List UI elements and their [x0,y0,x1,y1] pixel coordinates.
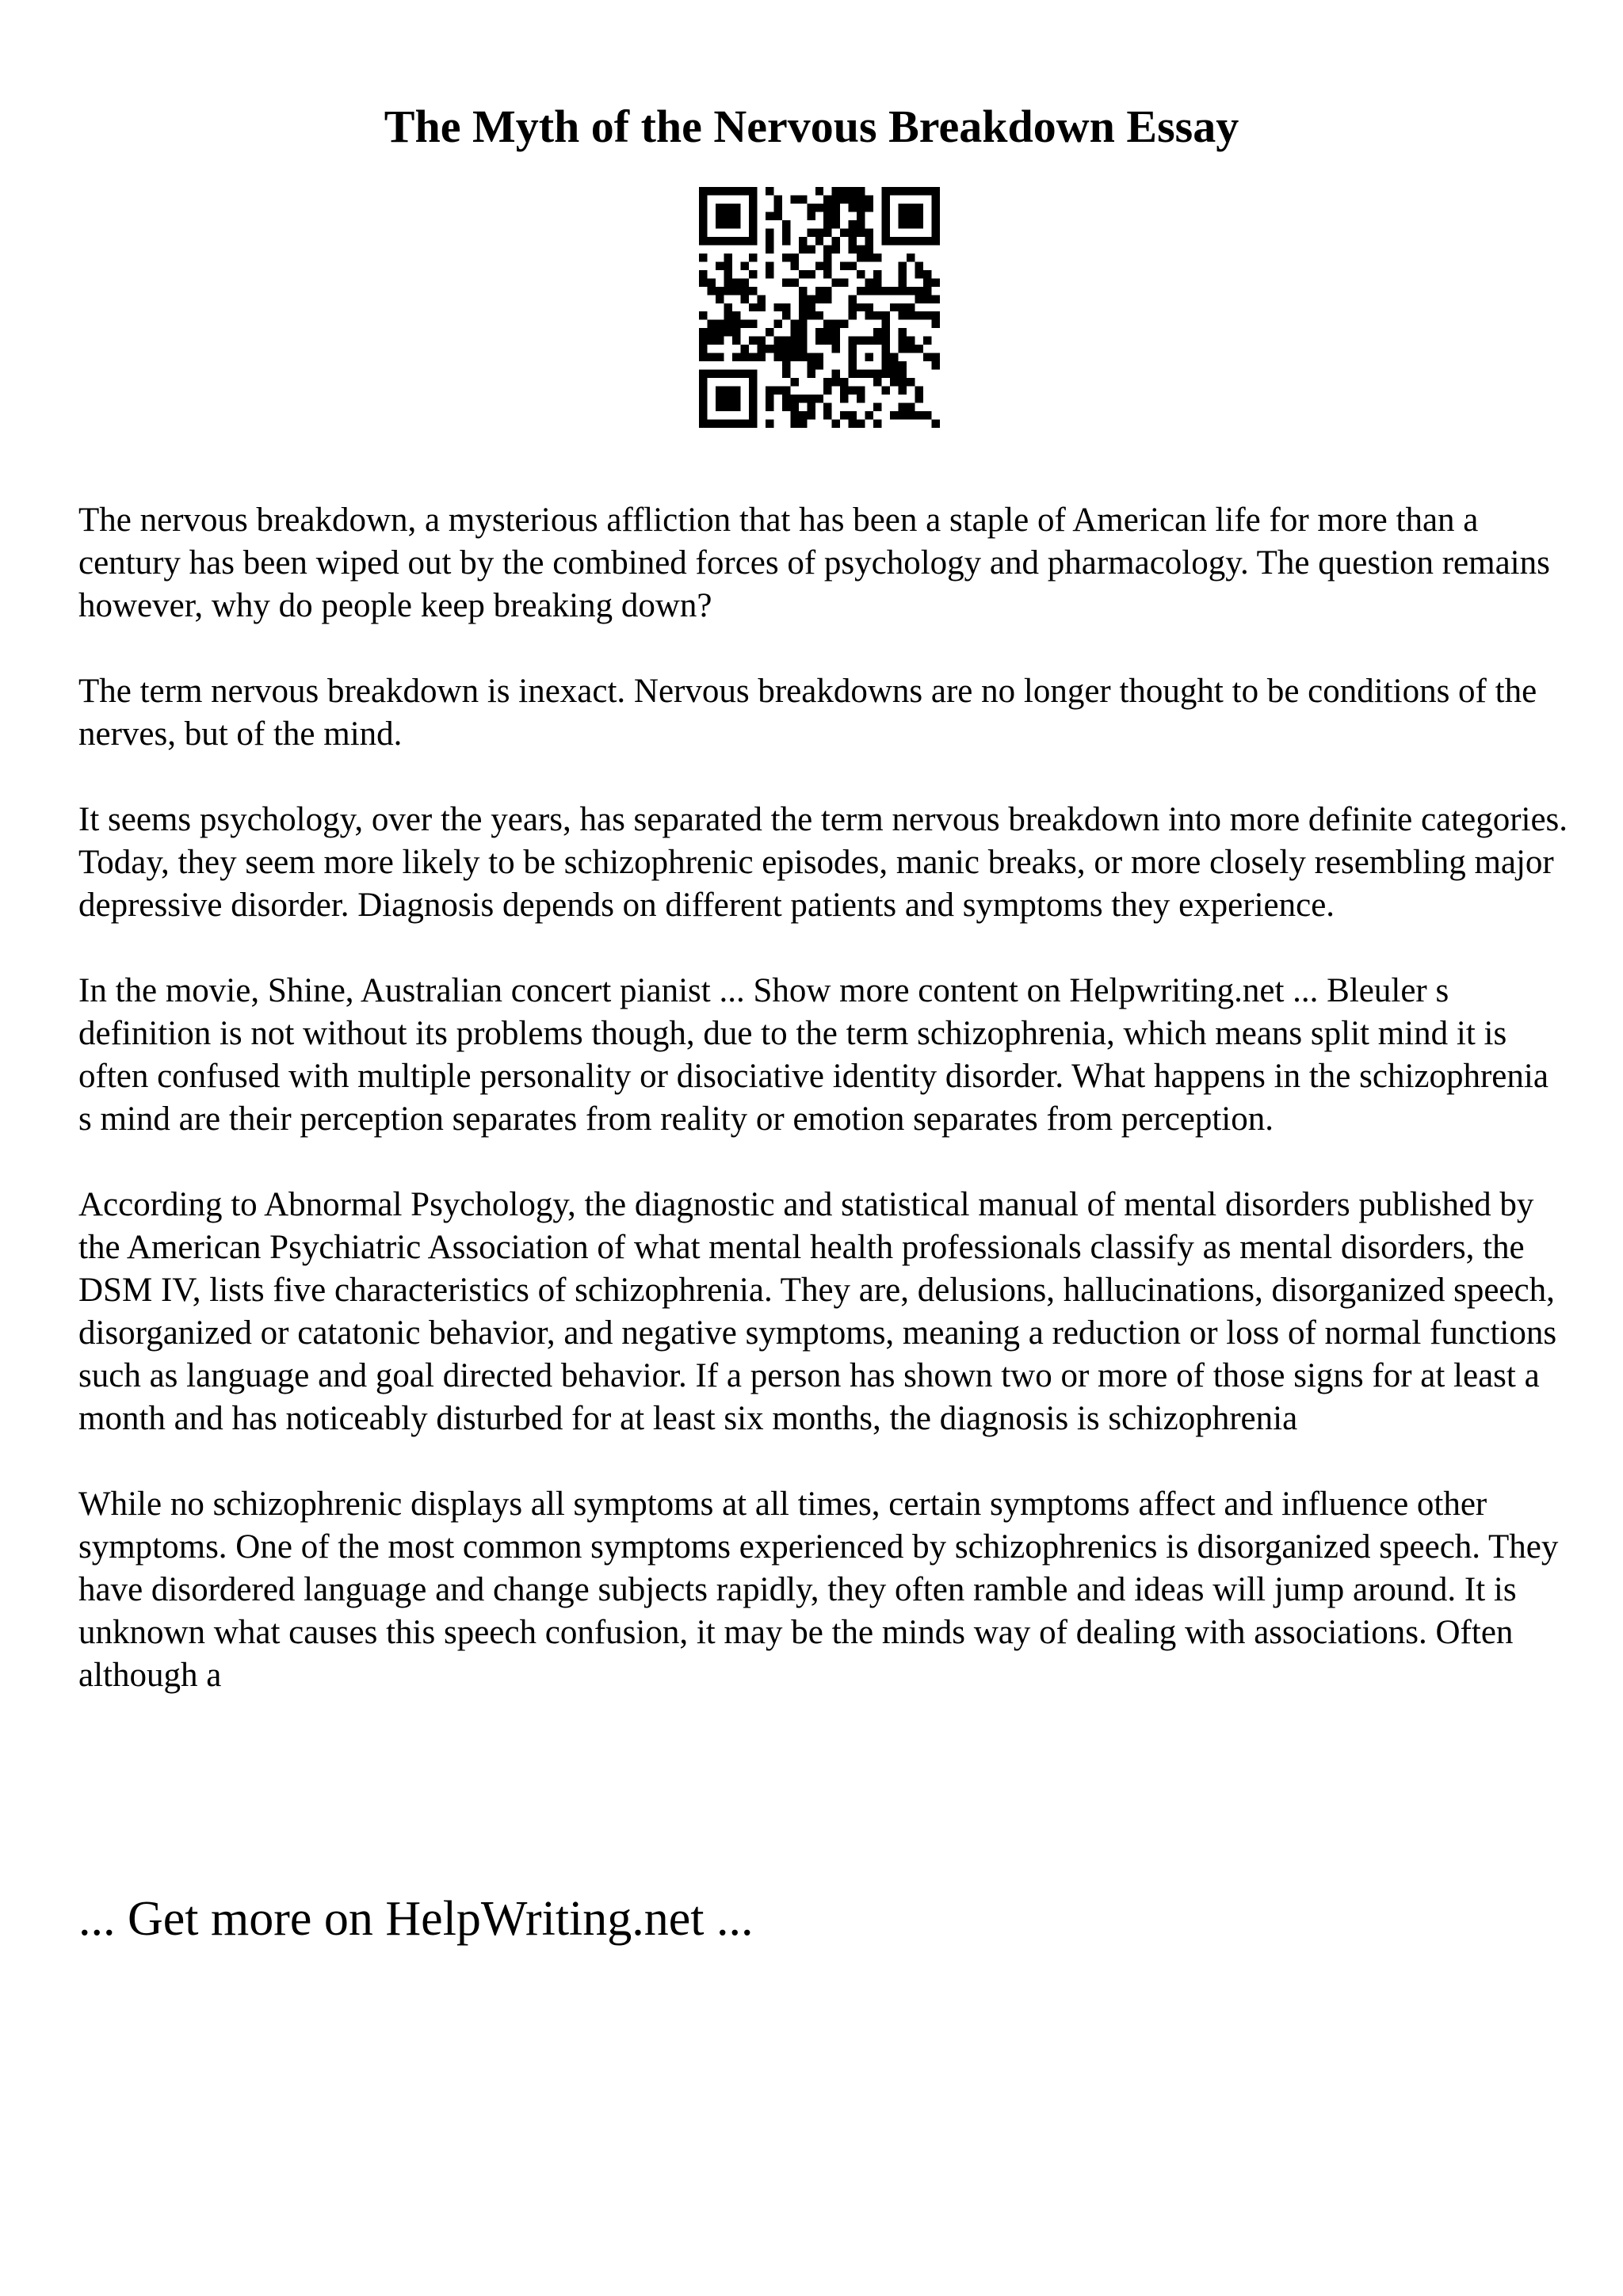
essay-paragraph-2: The term nervous breakdown is inexact. Nervous breakdowns are no longer thought to be conditions of the nerves, but of the mind. [78,673,1537,753]
essay-paragraph-3: It seems psychology, over the years, has separated the term nervous breakdown into more definite categories. Today, they seem more likely to be schizophrenic episodes, manic breaks, or more closely resembling major depressive disorder. Diagnosis depends on different patients and symptoms they experience. [78,801,1568,924]
essay-paragraph-4: In the movie, Shine, Australian concert pianist ... Show more content on Helpwriting.net ... Bleuler s definition is not without its problems though, due to the term schizophrenia, which means split mind it is often confused with multiple personality or disociative identity disorder. What happens in the schizophrenia s mind are their perception separates from reality or emotion separates from perception. [78,972,1549,1138]
essay-paragraph-6: While no schizophrenic displays all symptoms at all times, certain symptoms affect and influence other symptoms. One of the most common symptoms experienced by schizophrenics is disorganized speech. They have disordered language and change subjects rapidly, they often ramble and ideas will jump around. It is unknown what causes this speech confusion, it may be the minds way of dealing with associations. Often although a [78,1486,1559,1694]
document-title: The Myth of the Nervous Breakdown Essay [384,101,1239,152]
essay-paragraph-5: According to Abnormal Psychology, the diagnostic and statistical manual of mental disorders published by the American Psychiatric Association of what mental health professionals classify as mental disorders, the DSM IV, lists five characteristics of schizophrenia. They are, delusions, hallucinations, disorganized speech, disorganized or catatonic behavior, and negative symptoms, meaning a reduction or loss of normal functions such as language and goal directed behavior. If a person has shown two or more of those signs for at least a month and has noticeably disturbed for at least six months, the diagnosis is schizophrenia [78,1186,1557,1437]
qr-code-icon [699,187,940,428]
essay-body [78,499,1568,1740]
essay-paragraph-1: The nervous breakdown, a mysterious affliction that has been a staple of American life for more than a century has been wiped out by the combined forces of psychology and pharmacology. The question remains however, why do people keep breaking down? [78,502,1550,624]
get-more-link[interactable]: ... Get more on HelpWriting.net ... [78,1892,754,1946]
